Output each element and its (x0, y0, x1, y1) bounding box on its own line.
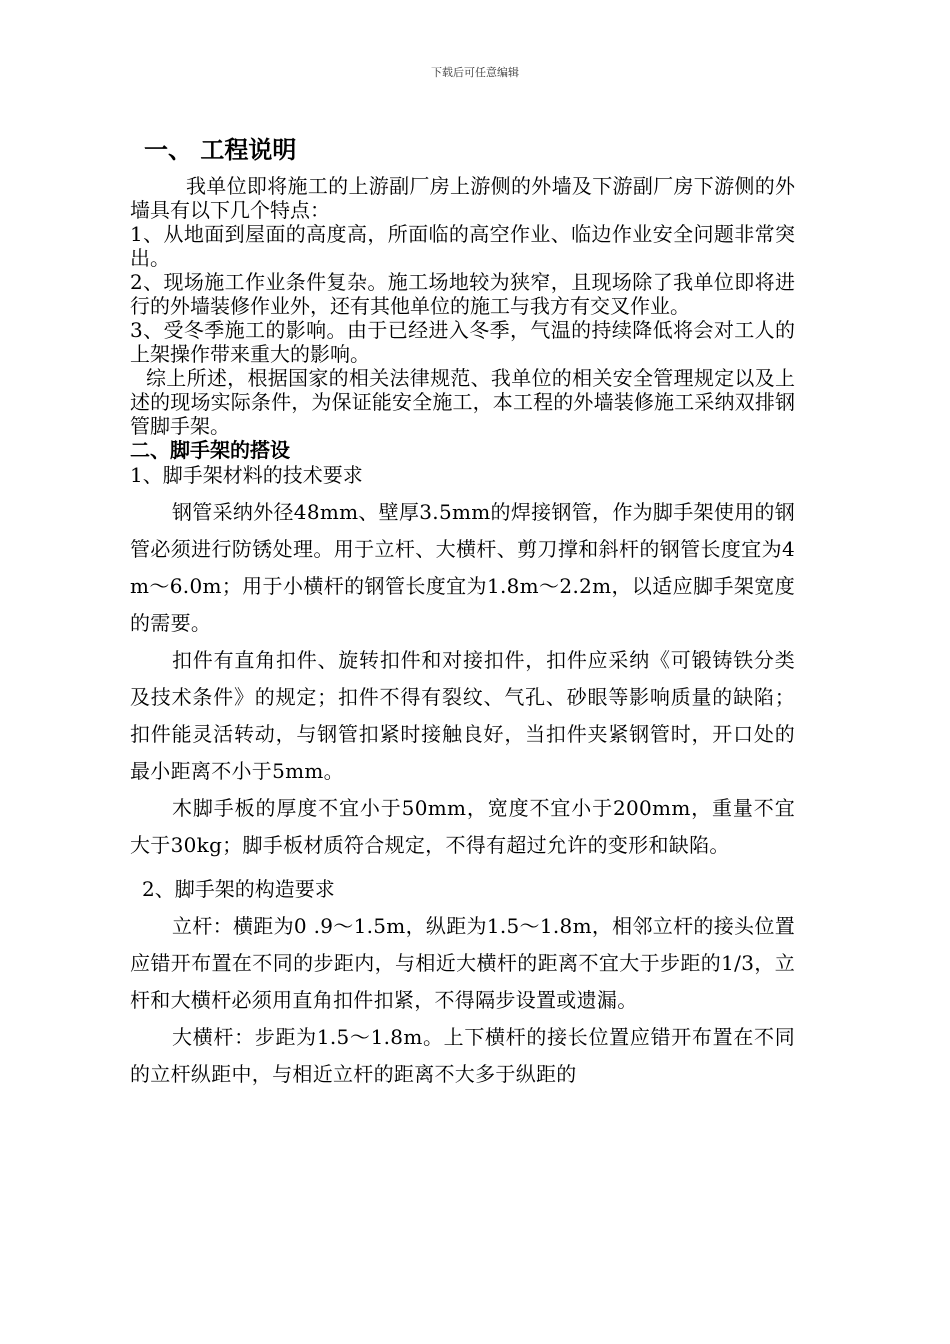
section-1-summary: 综上所述，根据国家的相关法律规范、我单位的相关安全管理规定以及上述的现场实际条件，为保证能安全施工，本工程的外墙装修施工采纳双排钢管脚手架。 (130, 366, 795, 438)
scaffold-board-paragraph: 木脚手板的厚度不宜小于50mm，宽度不宜小于200mm，重量不宜大于30kg；脚手板材质符合规定，不得有超过允许的变形和缺陷。 (130, 796, 795, 857)
section-1-heading: 一、 工程说明 (144, 136, 297, 164)
section-1-intro-paragraph: 我单位即将施工的上游副厂房上游侧的外墙及下游副厂房下游侧的外墙具有以下几个特点： (130, 174, 795, 222)
section-1-content (130, 174, 795, 438)
section-1-point-3: 3、受冬季施工的影响。由于已经进入冬季，气温的持续降低将会对工人的上架操作带来重大的影响。 (130, 318, 795, 366)
fastener-paragraph: 扣件有直角扣件、旋转扣件和对接扣件，扣件应采纳《可锻铸铁分类及技术条件》的规定；扣件不得有裂纹、气孔、砂眼等影响质量的缺陷；扣件能灵活转动，与钢管扣紧时接触良好，当扣件夹紧钢管时，开口处的最小距离不小于5mm。 (130, 648, 795, 783)
ledger-paragraph: 大横杆：步距为1.5～1.8m。上下横杆的接长位置应错开布置在不同的立杆纵距中，与相近立杆的距离不大多于纵距的 (130, 1025, 795, 1086)
section-2-subheading-1: 1、脚手架材料的技术要求 (130, 463, 363, 487)
section-1-point-2: 2、现场施工作业条件复杂。施工场地较为狭窄，且现场除了我单位即将进行的外墙装修作业外，还有其他单位的施工与我方有交叉作业。 (130, 270, 795, 318)
section-2-heading: 二、脚手架的搭设 (130, 438, 290, 462)
document-body (130, 132, 795, 1093)
section-2-2-content (130, 908, 795, 1093)
upright-pole-paragraph: 立杆：横距为0 .9～1.5m，纵距为1.5～1.8m，相邻立杆的接头位置应错开布置在不同的步距内，与相近大横杆的距离不宜大于步距的1/3，立杆和大横杆必须用直角扣件扣紧，不得隔步设置或遗漏。 (130, 914, 795, 1012)
page-header-note: 下载后可任意编辑 (431, 66, 519, 79)
section-1-point-1: 1、从地面到屋面的高度高，所面临的高空作业、临边作业安全问题非常突出。 (130, 222, 795, 270)
section-2-1-content (130, 494, 795, 864)
section-2-subheading-2: 2、脚手架的构造要求 (142, 877, 335, 901)
steel-pipe-paragraph: 钢管采纳外径48mm、壁厚3.5mm的焊接钢管，作为脚手架使用的钢管必须进行防锈处理。用于立杆、大横杆、剪刀撑和斜杆的钢管长度宜为4m～6.0m；用于小横杆的钢管长度宜为1.8m～2.2m，以适应脚手架宽度的需要。 (130, 500, 796, 635)
